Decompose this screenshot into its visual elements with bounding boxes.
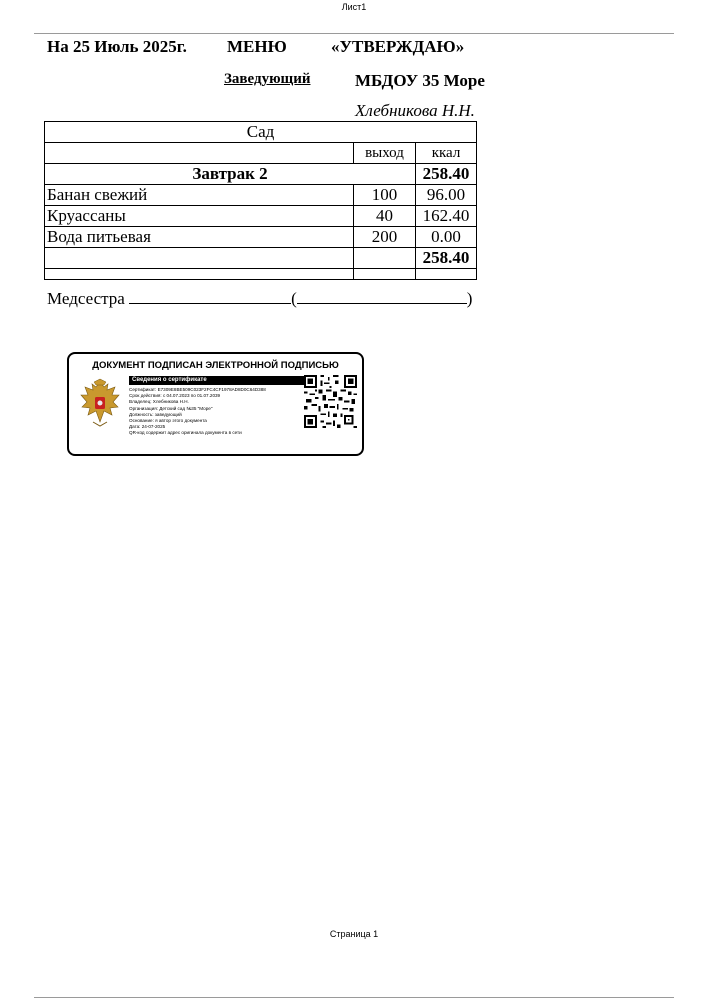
nurse-signature-line [47, 288, 472, 309]
spacer-cell [416, 269, 477, 280]
top-divider [34, 33, 674, 34]
table-row [45, 185, 477, 206]
meal-row [45, 164, 477, 185]
table-header-row [45, 143, 477, 164]
e-signature-stamp [67, 352, 364, 456]
item-kcal: 162.40 [416, 206, 477, 227]
spacer-cell [354, 269, 416, 280]
table-row [45, 227, 477, 248]
item-name: Вода питьевая [45, 227, 354, 248]
menu-date: На 25 Июль 2025г. [47, 37, 187, 56]
coat-of-arms-icon [77, 378, 123, 428]
meal-name: Завтрак 2 [45, 164, 416, 185]
qr-code-icon [304, 375, 357, 428]
group-label: Сад [45, 122, 477, 143]
item-kcal: 96.00 [416, 185, 477, 206]
stamp-line-position: Должность: заведующий [129, 411, 182, 417]
stamp-line-certificate: Сертификат: E7309E8BE509C023F2FC4CF1978AD8D0C64D388 [129, 387, 266, 392]
stamp-subtitle: Сведения о сертификате [129, 376, 306, 385]
stamp-details [129, 387, 266, 437]
total-empty-cell [45, 248, 354, 269]
approval-caption: «УТВЕРЖДАЮ» [331, 37, 465, 56]
total-row [45, 248, 477, 269]
stamp-line-qr-note: QR-код содержит адрес оригинала документа в сети [129, 430, 242, 436]
item-kcal: 0.00 [416, 227, 477, 248]
header-output: выход [354, 143, 416, 164]
spacer-cell [45, 269, 354, 280]
meal-kcal: 258.40 [416, 164, 477, 185]
total-kcal: 258.40 [416, 248, 477, 269]
nurse-name-blank [297, 288, 467, 304]
menu-table [44, 121, 477, 280]
sheet-label: Лист1 [341, 2, 367, 12]
organization-name: МБДОУ 35 Море [355, 71, 485, 90]
nurse-signature-blank [129, 288, 291, 304]
stamp-line-owner: Владелец: Хлебникова Н.Н. [129, 399, 189, 405]
stamp-line-organization: Организация: Детский сад №35 "Море" [129, 405, 213, 411]
table-row [45, 206, 477, 227]
close-paren: ) [466, 289, 473, 308]
page-title: МЕНЮ [227, 37, 287, 56]
item-output: 100 [354, 185, 416, 206]
page-number: Страница 1 [329, 929, 379, 939]
approver-position: Заведующий [224, 71, 311, 87]
item-name: Круассаны [45, 206, 354, 227]
item-name: Банан свежий [45, 185, 354, 206]
nurse-label: Медсестра [47, 289, 125, 308]
stamp-line-basis: Основание: я автор этого документа [129, 418, 207, 424]
bottom-divider [34, 997, 674, 998]
stamp-line-validity: Срок действия: с 04.07.2023 по 01.07.2039 [129, 393, 221, 399]
header-empty-cell [45, 143, 354, 164]
header-kcal: ккал [416, 143, 477, 164]
director-name: Хлебникова Н.Н. [355, 101, 475, 120]
item-output: 200 [354, 227, 416, 248]
total-empty-cell [354, 248, 416, 269]
open-paren: ( [291, 289, 297, 308]
stamp-title: ДОКУМЕНТ ПОДПИСАН ЭЛЕКТРОННОЙ ПОДПИСЬЮ [92, 360, 339, 371]
table-group-row [45, 122, 477, 143]
item-output: 40 [354, 206, 416, 227]
stamp-line-date: Дата: 24-07-2025 [129, 424, 166, 430]
spacer-row [45, 269, 477, 280]
